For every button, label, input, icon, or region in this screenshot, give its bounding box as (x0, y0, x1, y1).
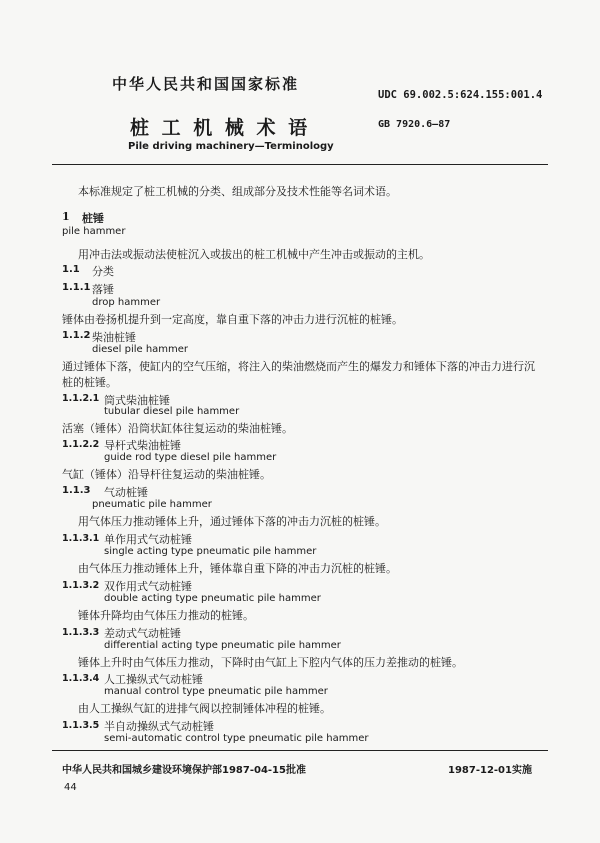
section-term-english: pile hammer (62, 226, 126, 237)
footer-divider (52, 750, 548, 751)
section-definition: 用气体压力推动锤体上升，通过锤体下落的冲击力沉桩的桩锤。 (78, 515, 386, 528)
section-definition: 锤体由卷扬机提升到一定高度，靠自重下落的冲击力进行沉桩的桩锤。 (62, 313, 403, 326)
page-number: 44 (64, 782, 77, 793)
section-term: 气动桩锤 (104, 486, 148, 499)
section-term-english: manual control type pneumatic pile hammer (104, 686, 328, 697)
section-term: 筒式柴油桩锤 (104, 394, 170, 407)
section-term: 柴油桩锤 (92, 331, 136, 344)
section-number: 1.1.3.3 (62, 627, 100, 638)
document-title-english: Pile driving machinery—Terminology (128, 141, 334, 152)
section-number: 1.1.3.4 (62, 673, 100, 684)
section-number: 1.1.1 (62, 282, 91, 293)
section-number: 1.1.3 (62, 485, 91, 496)
section-definition: 活塞（锤体）沿筒状缸体往复运动的柴油桩锤。 (62, 422, 293, 435)
section-term: 导杆式柴油桩锤 (104, 439, 181, 452)
section-term: 分类 (92, 265, 114, 278)
section-term: 桩锤 (82, 212, 104, 225)
section-term-english: single acting type pneumatic pile hammer (104, 546, 317, 557)
section-term: 人工操纵式气动桩锤 (104, 673, 203, 686)
effective-date: 1987-12-01实施 (448, 765, 532, 776)
section-number: 1.1.3.2 (62, 580, 100, 591)
section-number: 1.1.2 (62, 330, 91, 341)
section-definition: 气缸（锤体）沿导杆往复运动的柴油桩锤。 (62, 468, 271, 481)
section-definition-cont: 桩的桩锤。 (62, 376, 117, 389)
section-number: 1.1.2.2 (62, 439, 100, 450)
section-number: 1.1.3.5 (62, 720, 100, 731)
section-term: 双作用式气动桩锤 (104, 580, 192, 593)
issuing-organization: 中华人民共和国国家标准 (112, 75, 300, 93)
section-definition: 由人工操纵气缸的进排气阀以控制锤体冲程的桩锤。 (78, 702, 331, 715)
section-number: 1 (62, 210, 70, 223)
section-term: 落锤 (92, 283, 114, 296)
section-term-english: pneumatic pile hammer (92, 499, 212, 510)
document-title: 桩 工 机 械 术 语 (130, 117, 311, 139)
section-definition: 由气体压力推动锤体上升，锤体靠自重下降的冲击力沉桩的桩锤。 (78, 562, 397, 575)
approval-line: 中华人民共和国城乡建设环境保护部1987-04-15批准 (62, 765, 306, 776)
section-definition: 通过锤体下落，使缸内的空气压缩，将注入的柴油燃烧而产生的爆发力和锤体下落的冲击力进行沉 (62, 360, 535, 373)
udc-code: UDC 69.002.5:624.155:001.4 (378, 89, 543, 101)
section-term-english: semi-automatic control type pneumatic pile hammer (104, 733, 369, 744)
intro-text: 本标准规定了桩工机械的分类、组成部分及技术性能等名词术语。 (78, 185, 397, 198)
section-term-english: diesel pile hammer (92, 344, 189, 355)
section-term-english: double acting type pneumatic pile hammer (104, 593, 321, 604)
section-term-english: differential acting type pneumatic pile hammer (104, 640, 341, 651)
section-definition: 锤体上升时由气体压力推动，下降时由气缸上下腔内气体的压力差推动的桩锤。 (78, 656, 463, 669)
section-definition: 用冲击法或振动法使桩沉入或拔出的桩工机械中产生冲击或振动的主机。 (78, 248, 430, 261)
section-definition: 锤体升降均由气体压力推动的桩锤。 (78, 609, 254, 622)
section-term: 差动式气动桩锤 (104, 627, 181, 640)
section-term-english: tubular diesel pile hammer (104, 406, 240, 417)
section-term: 半自动操纵式气动桩锤 (104, 720, 214, 733)
section-term-english: guide rod type diesel pile hammer (104, 452, 277, 463)
section-term-english: drop hammer (92, 297, 161, 308)
section-number: 1.1.3.1 (62, 533, 100, 544)
section-number: 1.1.2.1 (62, 393, 100, 404)
section-term: 单作用式气动桩锤 (104, 533, 192, 546)
section-number: 1.1 (62, 264, 80, 275)
header-divider (52, 164, 548, 165)
gb-standard-number: GB 7920.6—87 (378, 119, 451, 130)
